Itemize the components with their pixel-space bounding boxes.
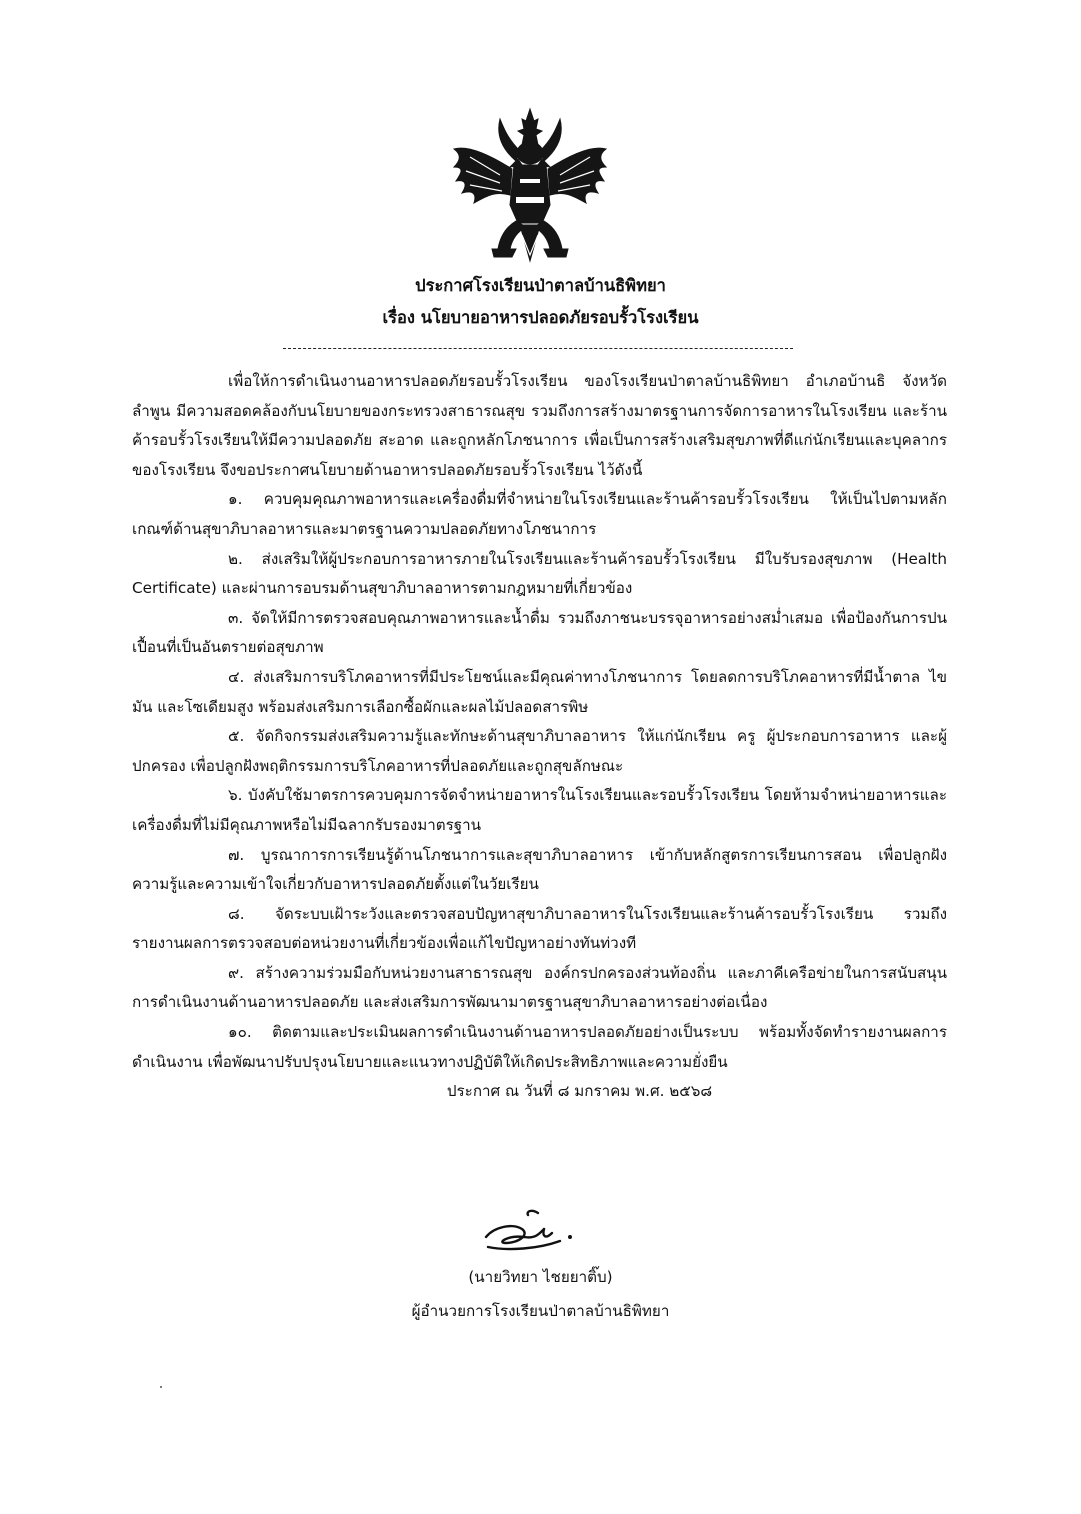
scan-speck <box>160 1386 162 1388</box>
policy-item-1: ๑. ควบคุมคุณภาพอาหารและเครื่องดื่มที่จำหน่ายในโรงเรียนและร้านค้ารอบรั้วโรงเรียน ให้เป็นไปตามหลักเกณฑ์ด้านสุขาภิบาลอาหารและมาตรฐานความปลอดภัยทางโภชนาการ <box>132 490 947 538</box>
title-line-2: เรื่อง นโยบายอาหารปลอดภัยรอบรั้วโรงเรียน <box>382 308 699 327</box>
document-title <box>0 270 1081 334</box>
document-body <box>132 367 947 1107</box>
announcement-date: ประกาศ ณ วันที่ ๘ มกราคม พ.ศ. ๒๕๖๘ <box>446 1082 713 1101</box>
garuda-emblem-icon <box>450 105 610 265</box>
policy-item-7: ๗. บูรณาการการเรียนรู้ด้านโภชนาการและสุขาภิบาลอาหาร เข้ากับหลักสูตรการเรียนการสอน เพื่อปลูกฝังความรู้และความเข้าใจเกี่ยวกับอาหารปลอดภัยตั้งแต่ในวัยเรียน <box>132 845 947 894</box>
policy-item-8: ๘. จัดระบบเฝ้าระวังและตรวจสอบปัญหาสุขาภิบาลอาหารในโรงเรียนและร้านค้ารอบรั้วโรงเรียน รวมถึงรายงานผลการตรวจสอบต่อหน่วยงานที่เกี่ยวข้องเพื่อแก้ไขปัญหาอย่างทันท่วงที <box>132 904 947 953</box>
signer-name: (นายวิทยา ไชยยาติ๊บ) <box>468 1268 613 1286</box>
title-divider <box>283 348 793 349</box>
signer-position: ผู้อำนวยการโรงเรียนป่าตาลบ้านธิพิทยา <box>411 1302 670 1320</box>
policy-item-9: ๙. สร้างความร่วมมือกับหน่วยงานสาธารณสุข องค์กรปกครองส่วนท้องถิ่น และภาคีเครือข่ายในการสนับสนุนการดำเนินงานด้านอาหารปลอดภัย และส่งเสริมการพัฒนามาตรฐานสุขาภิบาลอาหารอย่างต่อเนื่อง <box>132 963 947 1012</box>
policy-item-2: ๒. ส่งเสริมให้ผู้ประกอบการอาหารภายในโรงเรียนและร้านค้ารอบรั้วโรงเรียน มีใบรับรองสุขภาพ (Health Certificate) และผ่านการอบรมด้านสุขาภิบาลอาหารตามกฎหมายที่เกี่ยวข้อง <box>132 549 947 598</box>
signature-icon <box>478 1207 578 1255</box>
policy-item-4: ๔. ส่งเสริมการบริโภคอาหารที่มีประโยชน์และมีคุณค่าทางโภชนาการ โดยลดการบริโภคอาหารที่มีน้ำตาล ไขมัน และโซเดียมสูง พร้อมส่งเสริมการเลือกซื้อผักและผลไม้ปลอดสารพิษ <box>132 667 947 716</box>
policy-item-3: ๓. จัดให้มีการตรวจสอบคุณภาพอาหารและน้ำดื่ม รวมถึงภาชนะบรรจุอาหารอย่างสม่ำเสมอ เพื่อป้องกันการปนเปื้อนที่เป็นอันตรายต่อสุขภาพ <box>132 608 947 657</box>
intro-paragraph: เพื่อให้การดำเนินงานอาหารปลอดภัยรอบรั้วโรงเรียน ของโรงเรียนป่าตาลบ้านธิพิทยา อำเภอบ้านธิ จังหวัดลำพูน มีความสอดคล้องกับนโยบายของกระทรวงสาธารณสุข รวมถึงการสร้างมาตรฐานการจัดการอาหารในโรงเรียน และร้านค้ารอบรั้วโรงเรียนให้มีความปลอดภัย สะอาด และถูกหลักโภชนาการ เพื่อเป็นการสร้างเสริมสุขภาพที่ดีแก่นักเรียนและบุคลากรของโรงเรียน จึงขอประกาศนโยบายด้านอาหารปลอดภัยรอบรั้วโรงเรียน ไว้ดังนี้ <box>132 372 947 479</box>
title-line-1: ประกาศโรงเรียนป่าตาลบ้านธิพิทยา <box>415 276 666 295</box>
policy-item-5: ๕. จัดกิจกรรมส่งเสริมความรู้และทักษะด้านสุขาภิบาลอาหาร ให้แก่นักเรียน ครู ผู้ประกอบการอาหาร และผู้ปกครอง เพื่อปลูกฝังพฤติกรรมการบริโภคอาหารที่ปลอดภัยและถูกสุขลักษณะ <box>132 727 947 775</box>
policy-item-10: ๑๐. ติดตามและประเมินผลการดำเนินงานด้านอาหารปลอดภัยอย่างเป็นระบบ พร้อมทั้งจัดทำรายงานผลการดำเนินงาน เพื่อพัฒนาปรับปรุงนโยบายและแนวทางปฏิบัติให้เกิดประสิทธิภาพและความยั่งยืน <box>132 1023 947 1071</box>
policy-item-6: ๖. บังคับใช้มาตรการควบคุมการจัดจำหน่ายอาหารในโรงเรียนและรอบรั้วโรงเรียน โดยห้ามจำหน่ายอาหารและเครื่องดื่มที่ไม่มีคุณภาพหรือไม่มีฉลากรับรองมาตรฐาน <box>132 786 947 834</box>
